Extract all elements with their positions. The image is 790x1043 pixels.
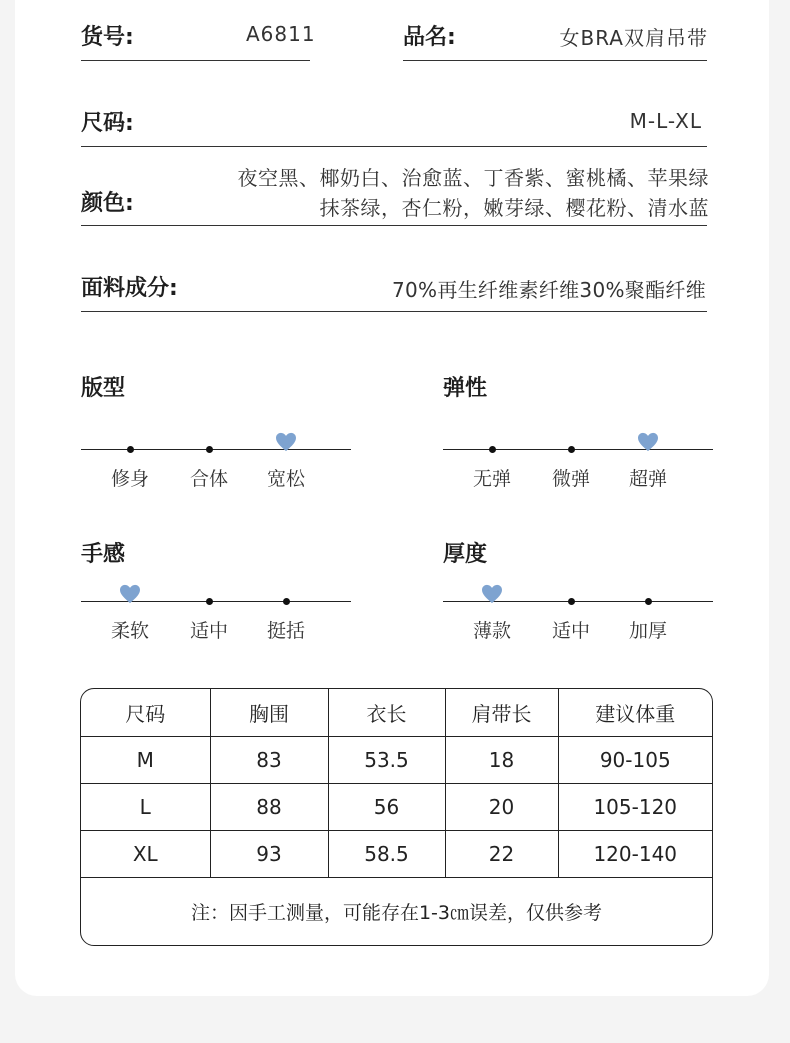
attribute-option-label: 适中 <box>551 620 590 642</box>
header-size: 尺码 <box>81 689 210 737</box>
attribute-option-label: 无弹 <box>472 468 511 490</box>
attribute-option-label: 超弹 <box>628 468 667 490</box>
measurement-note: 注：因手工测量，可能存在1-3㎝误差，仅供参考 <box>190 902 603 924</box>
divider <box>81 225 707 226</box>
table-row <box>81 784 712 831</box>
table-row <box>81 831 712 878</box>
product-name-label: 品名: <box>403 25 456 50</box>
divider <box>81 60 310 61</box>
cell: 53.5 <box>328 737 445 784</box>
size-table <box>80 688 713 946</box>
header-length: 衣长 <box>328 689 445 737</box>
dot-icon <box>568 446 575 453</box>
dot-icon <box>206 598 213 605</box>
dot-icon <box>206 446 213 453</box>
dot-icon <box>568 598 575 605</box>
cell: 88 <box>210 784 328 831</box>
fabric-label: 面料成分: <box>81 276 178 301</box>
cell: 83 <box>210 737 328 784</box>
attribute-option-label: 宽松 <box>266 468 305 490</box>
table-row <box>81 737 712 784</box>
color-value-line1: 夜空黑、椰奶白、治愈蓝、丁香紫、蜜桃橘、苹果绿 <box>237 166 709 190</box>
divider <box>403 60 707 61</box>
table-header-row <box>81 689 712 737</box>
dot-icon <box>127 446 134 453</box>
heart-icon <box>119 584 141 604</box>
attribute-option-label: 微弹 <box>551 468 590 490</box>
product-name-value: 女BRA双肩吊带 <box>559 26 708 50</box>
header-strap: 肩带长 <box>445 689 558 737</box>
cell: 105-120 <box>558 784 712 831</box>
attribute-option-label: 合体 <box>189 468 228 490</box>
cell: 18 <box>445 737 558 784</box>
dot-icon <box>283 598 290 605</box>
fabric-value: 70%再生纤维素纤维30%聚酯纤维 <box>391 278 706 302</box>
dot-icon <box>489 446 496 453</box>
cell: 120-140 <box>558 831 712 878</box>
attribute-option-label: 修身 <box>110 468 149 490</box>
attribute-title: 手感 <box>81 542 126 567</box>
dot-icon <box>645 598 652 605</box>
cell: L <box>81 784 210 831</box>
attribute-title: 版型 <box>81 376 126 401</box>
attribute-option-label: 适中 <box>189 620 228 642</box>
attribute-scale-line <box>443 449 713 450</box>
divider <box>81 311 707 312</box>
color-value-line2: 抹茶绿，杏仁粉，嫩芽绿、樱花粉、清水蓝 <box>319 196 709 220</box>
attribute-title: 厚度 <box>443 542 488 567</box>
heart-icon <box>275 432 297 452</box>
cell: 90-105 <box>558 737 712 784</box>
attribute-option-label: 柔软 <box>110 620 149 642</box>
color-label: 颜色: <box>81 191 134 216</box>
item-no-value: A6811 <box>246 22 316 46</box>
header-weight: 建议体重 <box>558 689 712 737</box>
cell: XL <box>81 831 210 878</box>
size-label: 尺码: <box>81 111 134 136</box>
attribute-option-label: 挺括 <box>266 620 305 642</box>
size-value: M-L-XL <box>629 109 702 133</box>
cell: 58.5 <box>328 831 445 878</box>
cell: M <box>81 737 210 784</box>
heart-icon <box>481 584 503 604</box>
attribute-title: 弹性 <box>443 376 488 401</box>
heart-icon <box>637 432 659 452</box>
item-no-label: 货号: <box>81 25 134 50</box>
cell: 20 <box>445 784 558 831</box>
cell: 22 <box>445 831 558 878</box>
attribute-option-label: 薄款 <box>472 620 511 642</box>
cell: 93 <box>210 831 328 878</box>
header-bust: 胸围 <box>210 689 328 737</box>
attribute-option-label: 加厚 <box>628 620 667 642</box>
cell: 56 <box>328 784 445 831</box>
divider <box>81 146 707 147</box>
attribute-scale-line <box>81 449 351 450</box>
